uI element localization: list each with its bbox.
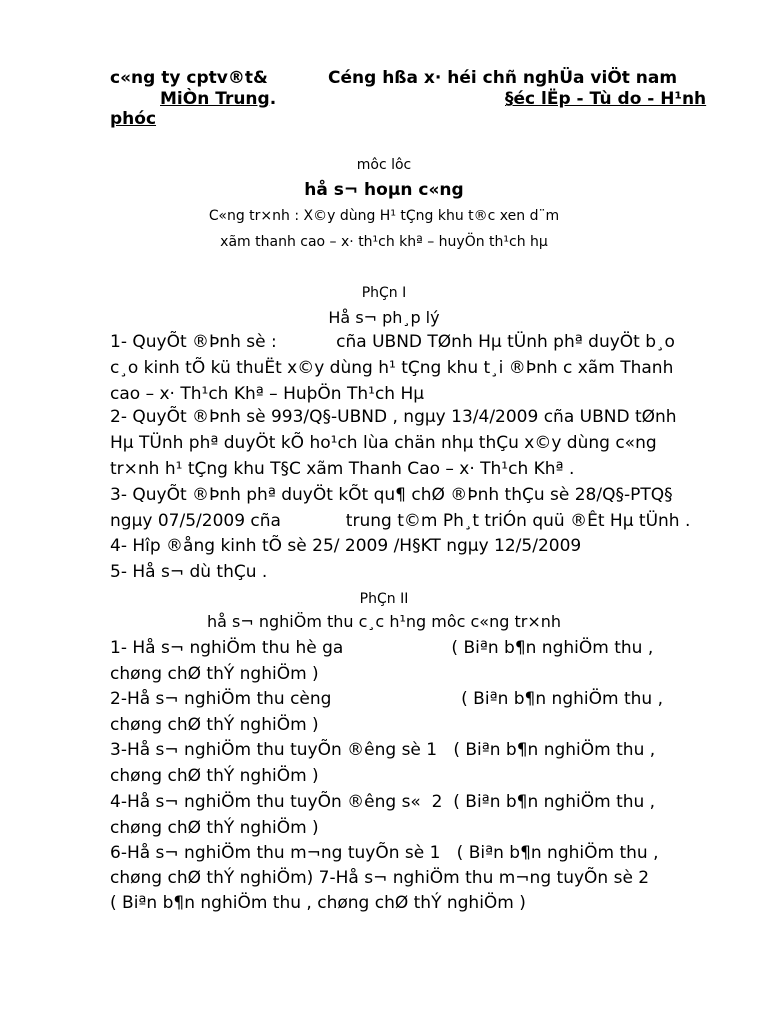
part2-line: 2-Hå s¬ nghiÖm thu cèng ( Biªn b¶n nghiÖm thu , <box>110 689 663 709</box>
part2-line: 1- Hå s¬ nghiÖm thu hè ga ( Biªn b¶n nghiÖm thu , <box>110 638 654 658</box>
part2-title: hå s¬ nghiÖm thu c¸c h¹ng môc c«ng tr×nh <box>206 612 562 631</box>
part2-label: PhÇn II <box>359 591 409 607</box>
company-branch <box>160 89 276 109</box>
company-branch-text: MiÒn Trung <box>160 89 270 109</box>
toc-heading: môc lôc <box>356 157 412 173</box>
part1-title: Hå s¬ ph¸p lý <box>328 308 440 327</box>
part2-line: chøng chØ thÝ nghiÖm ) <box>110 664 319 684</box>
part1-line: 5- Hå s¬ dù thÇu . <box>110 562 268 582</box>
toc-title: hå s¬ hoµn c«ng <box>304 180 464 200</box>
part2-line: 4-Hå s¬ nghiÖm thu tuyÕn ®êng s« 2 ( Biªn b¶n nghiÖm thu , <box>110 792 656 812</box>
part1-line: 2- QuyÕt ®Þnh sè 993/Q§-UBND , ngµy 13/4/2009 cña UBND tØnh <box>110 407 677 427</box>
part2-line: chøng chØ thÝ nghiÖm) 7-Hå s¬ nghiÖm thu m¬ng tuyÕn sè 2 <box>110 868 650 888</box>
part1-line: 3- QuyÕt ®Þnh phª duyÖt kÕt qu¶ chØ ®Þnh thÇu sè 28/Q§-PTQ§ <box>110 485 673 505</box>
part1-line: c¸o kinh tÕ kü thuËt x©y dùng h¹ tÇng khu t¸i ®Þnh c xãm Thanh <box>110 358 674 378</box>
part2-line: chøng chØ thÝ nghiÖm ) <box>110 715 319 735</box>
part1-line: 4- Hîp ®ång kinh tÕ sè 25/ 2009 /H§KT ngµy 12/5/2009 <box>110 536 582 556</box>
part1-line: cao – x· Th¹ch Khª – HuþÖn Th¹ch Hµ <box>110 384 425 404</box>
company-branch-dot: . <box>269 89 277 109</box>
part2-line: 3-Hå s¬ nghiÖm thu tuyÕn ®êng sè 1 ( Biªn b¶n nghiÖm thu , <box>110 740 656 760</box>
project-line-2: xãm thanh cao – x· th¹ch khª – huyÖn th¹ch hµ <box>220 234 548 250</box>
part1-line: tr×nh h¹ tÇng khu T§C xãm Thanh Cao – x· Th¹ch Khª . <box>110 459 575 479</box>
part1-label: PhÇn I <box>361 285 407 301</box>
part1-line: 1- QuyÕt ®Þnh sè : cña UBND TØnh Hµ tÜnh phª duyÖt b¸o <box>110 332 675 352</box>
part2-line: chøng chØ thÝ nghiÖm ) <box>110 818 319 838</box>
part1-line: ngµy 07/5/2009 cña trung t©m Ph¸t triÓn quü ®Êt Hµ tÜnh . <box>110 511 691 531</box>
republic-title: Céng hßa x· héi chñ nghÜa viÖt nam <box>328 68 678 88</box>
part2-line: chøng chØ thÝ nghiÖm ) <box>110 766 319 786</box>
company-name: c«ng ty cptv®t& <box>110 68 268 88</box>
motto-line2: phóc <box>110 109 157 129</box>
project-line-1: C«ng tr×nh : X©y dùng H¹ tÇng khu t®c xen d¨m <box>208 208 560 224</box>
part1-line: Hµ TÜnh phª duyÖt kÕ ho¹ch lùa chän nhµ thÇu x©y dùng c«ng <box>110 433 657 453</box>
part2-line: 6-Hå s¬ nghiÖm thu m¬ng tuyÕn sè 1 ( Biªn b¶n nghiÖm thu , <box>110 843 659 863</box>
motto-line1: §éc lËp - Tù do - H¹nh <box>505 89 707 109</box>
part2-line: ( Biªn b¶n nghiÖm thu , chøng chØ thÝ nghiÖm ) <box>110 893 526 913</box>
